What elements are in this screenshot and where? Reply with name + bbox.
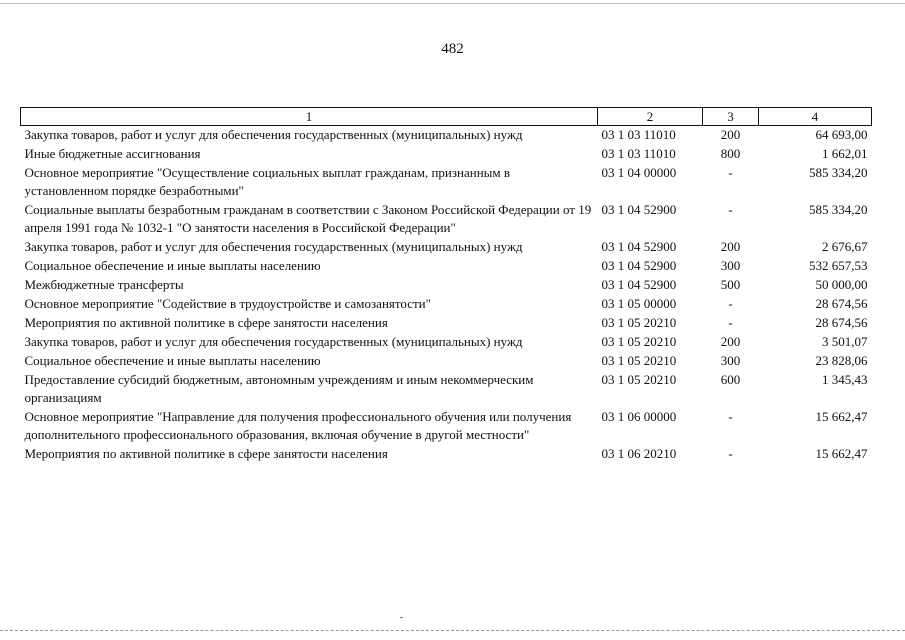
row-sum: 585 334,20 <box>809 165 868 180</box>
row-name: Основное мероприятие "Осуществление социальных выплат гражданам, признанным в установленном порядке безработными" <box>24 165 511 198</box>
row-type: - <box>728 165 733 180</box>
row-code: 03 1 06 00000 <box>601 409 677 424</box>
row-type: - <box>728 446 733 461</box>
scan-bottom-rule <box>0 630 905 631</box>
row-sum: 50 000,00 <box>815 277 868 292</box>
row-type: 200 <box>720 127 741 142</box>
row-sum: 15 662,47 <box>815 446 868 461</box>
row-code: 03 1 04 52900 <box>601 277 677 292</box>
row-code: 03 1 04 52900 <box>601 202 677 217</box>
row-sum: 28 674,56 <box>815 315 868 330</box>
table-row <box>21 164 872 201</box>
row-type: 200 <box>720 239 741 254</box>
row-name: Межбюджетные трансферты <box>24 277 184 292</box>
row-sum: 28 674,56 <box>815 296 868 311</box>
row-type: 200 <box>720 334 741 349</box>
row-sum: 2 676,67 <box>822 239 868 254</box>
table-body <box>21 126 872 465</box>
table-row <box>21 257 872 276</box>
table-row <box>21 445 872 464</box>
row-code: 03 1 04 00000 <box>601 165 677 180</box>
scan-speck <box>400 617 403 618</box>
row-type: 300 <box>720 258 741 273</box>
table-row <box>21 408 872 445</box>
row-code: 03 1 03 11010 <box>601 127 676 142</box>
row-name: Социальное обеспечение и иные выплаты населению <box>24 353 321 368</box>
row-name: Социальные выплаты безработным гражданам в соответствии с Законом Российской Федерации от 19 апреля 1991 года № 1032-1 "О занятости населения в Российской Федерации" <box>24 202 592 235</box>
row-code: 03 1 04 52900 <box>601 239 677 254</box>
table-header <box>21 108 872 126</box>
row-type: 800 <box>720 146 741 161</box>
row-name: Закупка товаров, работ и услуг для обеспечения государственных (муниципальных) нужд <box>24 239 523 254</box>
row-type: 500 <box>720 277 741 292</box>
table-row <box>21 314 872 333</box>
row-code: 03 1 05 00000 <box>601 296 677 311</box>
row-name: Социальное обеспечение и иные выплаты населению <box>24 258 321 273</box>
row-sum: 23 828,06 <box>815 353 868 368</box>
row-sum: 585 334,20 <box>809 202 868 217</box>
table-row <box>21 352 872 371</box>
table-row <box>21 295 872 314</box>
row-name: Закупка товаров, работ и услуг для обеспечения государственных (муниципальных) нужд <box>24 127 523 142</box>
row-type: - <box>728 409 733 424</box>
row-code: 03 1 05 20210 <box>601 372 677 387</box>
row-sum: 1 345,43 <box>822 372 868 387</box>
row-name: Мероприятия по активной политике в сфере занятости населения <box>24 315 388 330</box>
row-sum: 64 693,00 <box>815 127 868 142</box>
row-type: - <box>728 296 733 311</box>
row-sum: 532 657,53 <box>809 258 868 273</box>
row-sum: 15 662,47 <box>815 409 868 424</box>
header-col-3: 3 <box>703 108 759 126</box>
page-number: 482 <box>441 41 464 57</box>
row-code: 03 1 05 20210 <box>601 315 677 330</box>
table-row <box>21 238 872 257</box>
row-type: - <box>728 315 733 330</box>
row-code: 03 1 05 20210 <box>601 334 677 349</box>
table-row <box>21 126 872 146</box>
header-col-1: 1 <box>21 108 598 126</box>
table-row <box>21 201 872 238</box>
row-type: 300 <box>720 353 741 368</box>
row-name: Основное мероприятие "Содействие в трудоустройстве и самозанятости" <box>24 296 431 311</box>
row-sum: 3 501,07 <box>822 334 868 349</box>
budget-table-container <box>20 107 871 464</box>
row-name: Мероприятия по активной политике в сфере занятости населения <box>24 446 388 461</box>
table-row <box>21 276 872 295</box>
row-name: Закупка товаров, работ и услуг для обеспечения государственных (муниципальных) нужд <box>24 334 523 349</box>
table-row <box>21 145 872 164</box>
row-name: Основное мероприятие "Направление для получения профессионального обучения или получения дополнительного профессионального образования, включая обучение в другой местности" <box>24 409 572 442</box>
header-row <box>21 108 872 126</box>
row-name: Предоставление субсидий бюджетным, автономным учреждениям и иным некоммерческим организациям <box>24 372 534 405</box>
row-sum: 1 662,01 <box>822 146 868 161</box>
row-code: 03 1 06 20210 <box>601 446 677 461</box>
header-col-4: 4 <box>759 108 872 126</box>
row-type: 600 <box>720 372 741 387</box>
row-type: - <box>728 202 733 217</box>
budget-table <box>20 107 872 464</box>
scan-top-rule <box>0 3 905 4</box>
header-col-2: 2 <box>598 108 703 126</box>
row-name: Иные бюджетные ассигнования <box>24 146 201 161</box>
row-code: 03 1 04 52900 <box>601 258 677 273</box>
table-row <box>21 333 872 352</box>
row-code: 03 1 05 20210 <box>601 353 677 368</box>
row-code: 03 1 03 11010 <box>601 146 676 161</box>
table-row <box>21 371 872 408</box>
